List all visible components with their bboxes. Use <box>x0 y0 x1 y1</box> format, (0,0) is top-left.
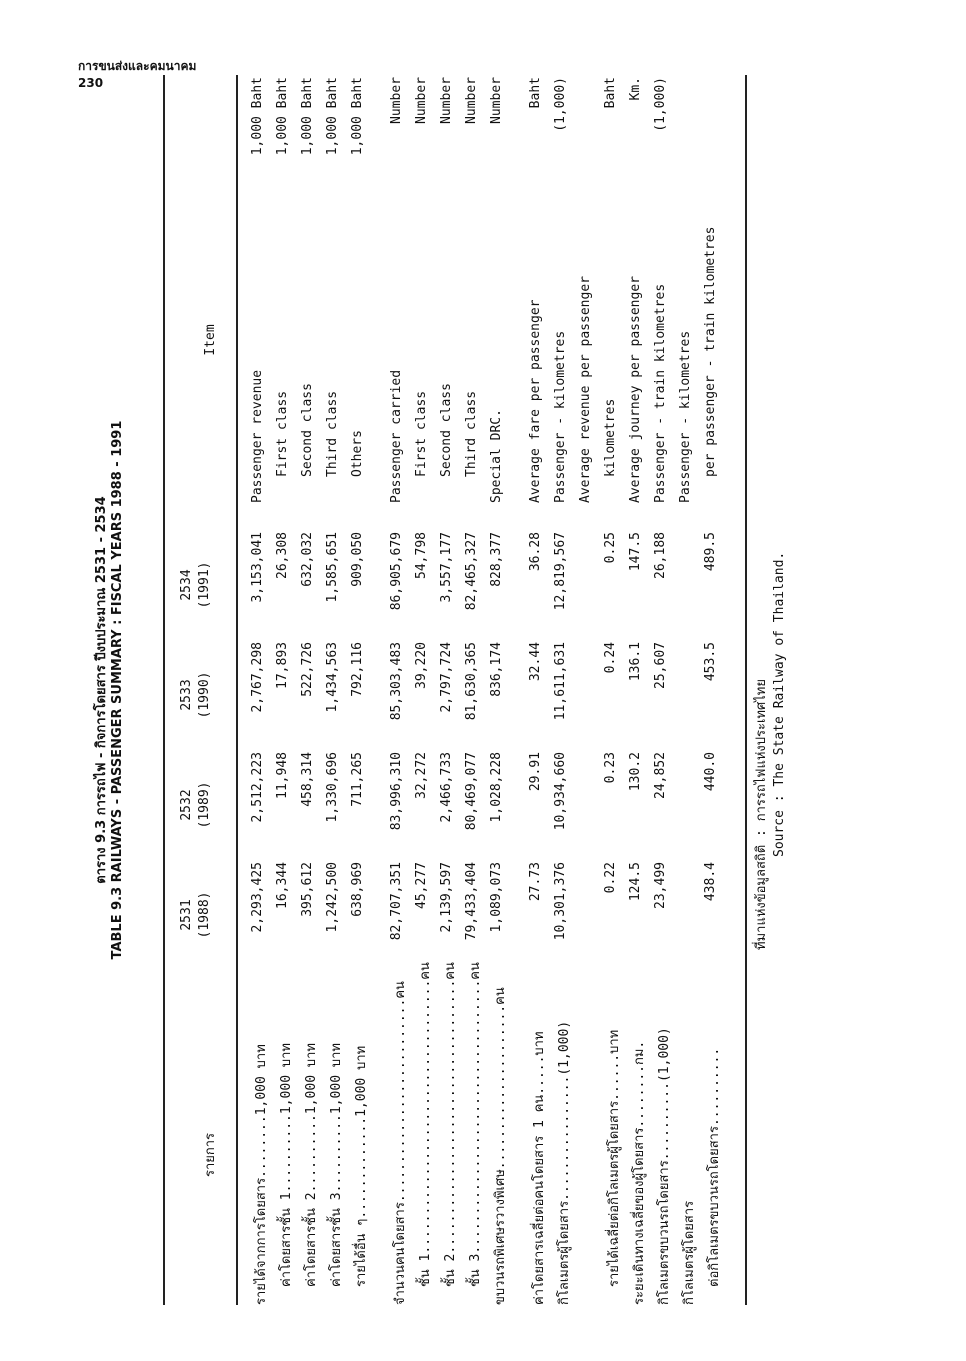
cell-value: 81,630,365 <box>464 642 479 721</box>
row-label-en: Second class <box>439 383 454 477</box>
row-label-en: Passenger - kilometres <box>553 330 568 503</box>
cell-value: 0.22 <box>603 862 618 894</box>
cell-value: 32.44 <box>528 642 543 682</box>
cell-value: 836,174 <box>489 642 504 697</box>
row-label-th: รายได้เฉลี่ยต่อกิโลเมตรผู้โดยสาร......บาท <box>607 1029 622 1287</box>
row-label-th: ขบวนรถพิเศษรวางพิเศษ.....................คน <box>493 987 508 1305</box>
header-year-1991: 2534 (1991) <box>179 561 212 609</box>
cell-value: 45,277 <box>414 862 429 909</box>
cell-value: 1,089,073 <box>489 862 504 933</box>
cell-value: 2,139,597 <box>439 862 454 933</box>
row-label-en: Special DRC. <box>489 409 504 503</box>
cell-value: 792,116 <box>350 642 365 697</box>
row-unit: Number <box>414 77 429 124</box>
row-unit: Number <box>439 77 454 124</box>
header-label-th: รายการ <box>203 1132 218 1178</box>
row-label-en: Others <box>350 430 365 477</box>
cell-value: 136.1 <box>628 642 643 682</box>
header-year-1988: 2531 (1988) <box>179 891 212 939</box>
row-label-th: ชั้น 1...................................คน <box>418 962 433 1287</box>
rotated-table <box>90 75 810 1305</box>
row-unit: Km. <box>628 77 643 101</box>
row-label-th: ค่าโดยสารชั้น 2..........1,000 บาท <box>304 1043 319 1287</box>
cell-value: 1,585,651 <box>325 532 340 603</box>
cell-value: 909,050 <box>350 532 365 587</box>
row-label-en: kilometres <box>603 398 618 477</box>
row-unit: Number <box>464 77 479 124</box>
table-title-th: ตาราง 9.3 การรถไฟ - กิจการโดยสาร ปีงบประมาณ 2531 - 2534 <box>94 496 109 884</box>
row-label-en: Average journey per passenger <box>628 276 643 503</box>
cell-value: 26,188 <box>653 532 668 579</box>
row-unit: Number <box>389 77 404 124</box>
row-unit: 1,000 Baht <box>300 77 315 156</box>
cell-value: 0.23 <box>603 752 618 784</box>
row-label-en: Third class <box>325 390 340 477</box>
table-title-en: TABLE 9.3 RAILWAYS - PASSENGER SUMMARY : FISCAL YEARS 1988 - 1991 <box>110 420 125 960</box>
row-label-th: รายได้อื่น ๆ.............1,000 บาท <box>354 1045 369 1287</box>
row-label-en: Average revenue per passenger <box>578 276 593 503</box>
row-unit: 1,000 Baht <box>275 77 290 156</box>
cell-value: 2,797,724 <box>439 642 454 713</box>
top-rule <box>163 75 165 1305</box>
cell-value: 80,469,077 <box>464 752 479 831</box>
cell-value: 147.5 <box>628 532 643 572</box>
row-label-en: Third class <box>464 390 479 477</box>
row-label-th: กิโลเมตรขบวนรถโดยสาร..........(1,000) <box>657 1027 672 1305</box>
cell-value: 25,607 <box>653 642 668 689</box>
row-label-th: รายได้จากการโดยสาร........1,000 บาท <box>254 1044 269 1305</box>
cell-value: 440.0 <box>703 752 718 792</box>
cell-value: 26,308 <box>275 532 290 579</box>
cell-value: 489.5 <box>703 532 718 572</box>
cell-value: 86,905,679 <box>389 532 404 611</box>
header-rule <box>236 75 238 1305</box>
cell-value: 3,153,041 <box>250 532 265 603</box>
cell-value: 1,242,500 <box>325 862 340 933</box>
cell-value: 24,852 <box>653 752 668 799</box>
cell-value: 1,028,228 <box>489 752 504 823</box>
cell-value: 711,265 <box>350 752 365 807</box>
row-label-en: per passenger - train kilometres <box>703 226 718 477</box>
row-unit: Baht <box>528 77 543 109</box>
row-label-th: กิโลเมตรผู้โดยสาร................(1,000) <box>557 1020 572 1305</box>
row-label-th: ระยะเดินทางเฉลี่ยของผู้โดยสาร........กม. <box>632 1040 647 1305</box>
cell-value: 17,893 <box>275 642 290 689</box>
cell-value: 83,996,310 <box>389 752 404 831</box>
cell-value: 395,612 <box>300 862 315 917</box>
row-unit: Number <box>489 77 504 124</box>
section-title: การขนส่งและคมนาคม <box>78 59 197 73</box>
cell-value: 2,512,223 <box>250 752 265 823</box>
cell-value: 12,819,567 <box>553 532 568 611</box>
header-year-1989: 2532 (1989) <box>179 781 212 829</box>
cell-value: 39,220 <box>414 642 429 689</box>
bottom-rule <box>745 75 747 1305</box>
cell-value: 36.28 <box>528 532 543 572</box>
header-item: Item <box>203 324 218 356</box>
cell-value: 2,466,733 <box>439 752 454 823</box>
cell-value: 828,377 <box>489 532 504 587</box>
row-label-en: Passenger - kilometres <box>678 330 693 503</box>
cell-value: 32,272 <box>414 752 429 799</box>
cell-value: 453.5 <box>703 642 718 682</box>
row-label-th: ชั้น 2...................................คน <box>443 962 458 1287</box>
row-unit: Baht <box>603 77 618 109</box>
page-number: 230 <box>78 76 104 91</box>
cell-value: 124.5 <box>628 862 643 902</box>
row-label-th: ค่าโดยสารชั้น 1..........1,000 บาท <box>279 1043 294 1287</box>
row-label-en: Passenger carried <box>389 369 404 503</box>
row-label-en: Second class <box>300 383 315 477</box>
row-label-en: First class <box>275 390 290 477</box>
header-year-1990: 2533 (1990) <box>179 671 212 719</box>
cell-value: 11,948 <box>275 752 290 799</box>
row-unit: 1,000 Baht <box>250 77 265 156</box>
cell-value: 29.91 <box>528 752 543 792</box>
row-label-en: Passenger revenue <box>250 369 265 503</box>
row-label-th: ค่าโดยสารชั้น 3..........1,000 บาท <box>329 1043 344 1287</box>
cell-value: 82,465,327 <box>464 532 479 611</box>
cell-value: 2,293,425 <box>250 862 265 933</box>
cell-value: 27.73 <box>528 862 543 902</box>
row-label-th: กิโลเมตรผู้โดยสาร <box>682 1200 697 1305</box>
row-label-th: ต่อกิโลเมตรขบวนรถโดยสาร.......... <box>707 1047 722 1287</box>
cell-value: 85,303,483 <box>389 642 404 721</box>
cell-value: 638,969 <box>350 862 365 917</box>
cell-value: 0.24 <box>603 642 618 674</box>
cell-value: 632,032 <box>300 532 315 587</box>
source-en: Source : The State Railway of Thailand. <box>772 551 787 857</box>
row-label-th: ค่าโดยสารเฉลี่ยต่อคนโดยสาร 1 คน.....บาท <box>532 1031 547 1305</box>
cell-value: 458,314 <box>300 752 315 807</box>
cell-value: 79,433,404 <box>464 862 479 941</box>
cell-value: 16,344 <box>275 862 290 909</box>
cell-value: 0.25 <box>603 532 618 564</box>
cell-value: 11,611,631 <box>553 642 568 721</box>
cell-value: 1,434,563 <box>325 642 340 713</box>
cell-value: 522,726 <box>300 642 315 697</box>
row-unit: (1,000) <box>653 77 668 132</box>
row-unit: (1,000) <box>553 77 568 132</box>
cell-value: 1,330,696 <box>325 752 340 823</box>
cell-value: 10,934,660 <box>553 752 568 831</box>
cell-value: 23,499 <box>653 862 668 909</box>
row-unit: 1,000 Baht <box>350 77 365 156</box>
cell-value: 2,767,298 <box>250 642 265 713</box>
cell-value: 3,557,177 <box>439 532 454 603</box>
row-label-th: จำนวนคนโดยสาร..........................คน <box>393 981 408 1305</box>
cell-value: 10,301,376 <box>553 862 568 941</box>
cell-value: 438.4 <box>703 862 718 902</box>
source-th: ที่มาแห่งข้อมูลสถิติ : การรถไฟแห่งประเทศไทย <box>754 679 769 950</box>
row-label-th: ชั้น 3...................................คน <box>468 962 483 1287</box>
row-unit: 1,000 Baht <box>325 77 340 156</box>
row-label-en: First class <box>414 390 429 477</box>
cell-value: 54,798 <box>414 532 429 579</box>
cell-value: 130.2 <box>628 752 643 792</box>
cell-value: 82,707,351 <box>389 862 404 941</box>
row-label-en: Average fare per passenger <box>528 299 543 503</box>
row-label-en: Passenger - train kilometres <box>653 283 668 503</box>
